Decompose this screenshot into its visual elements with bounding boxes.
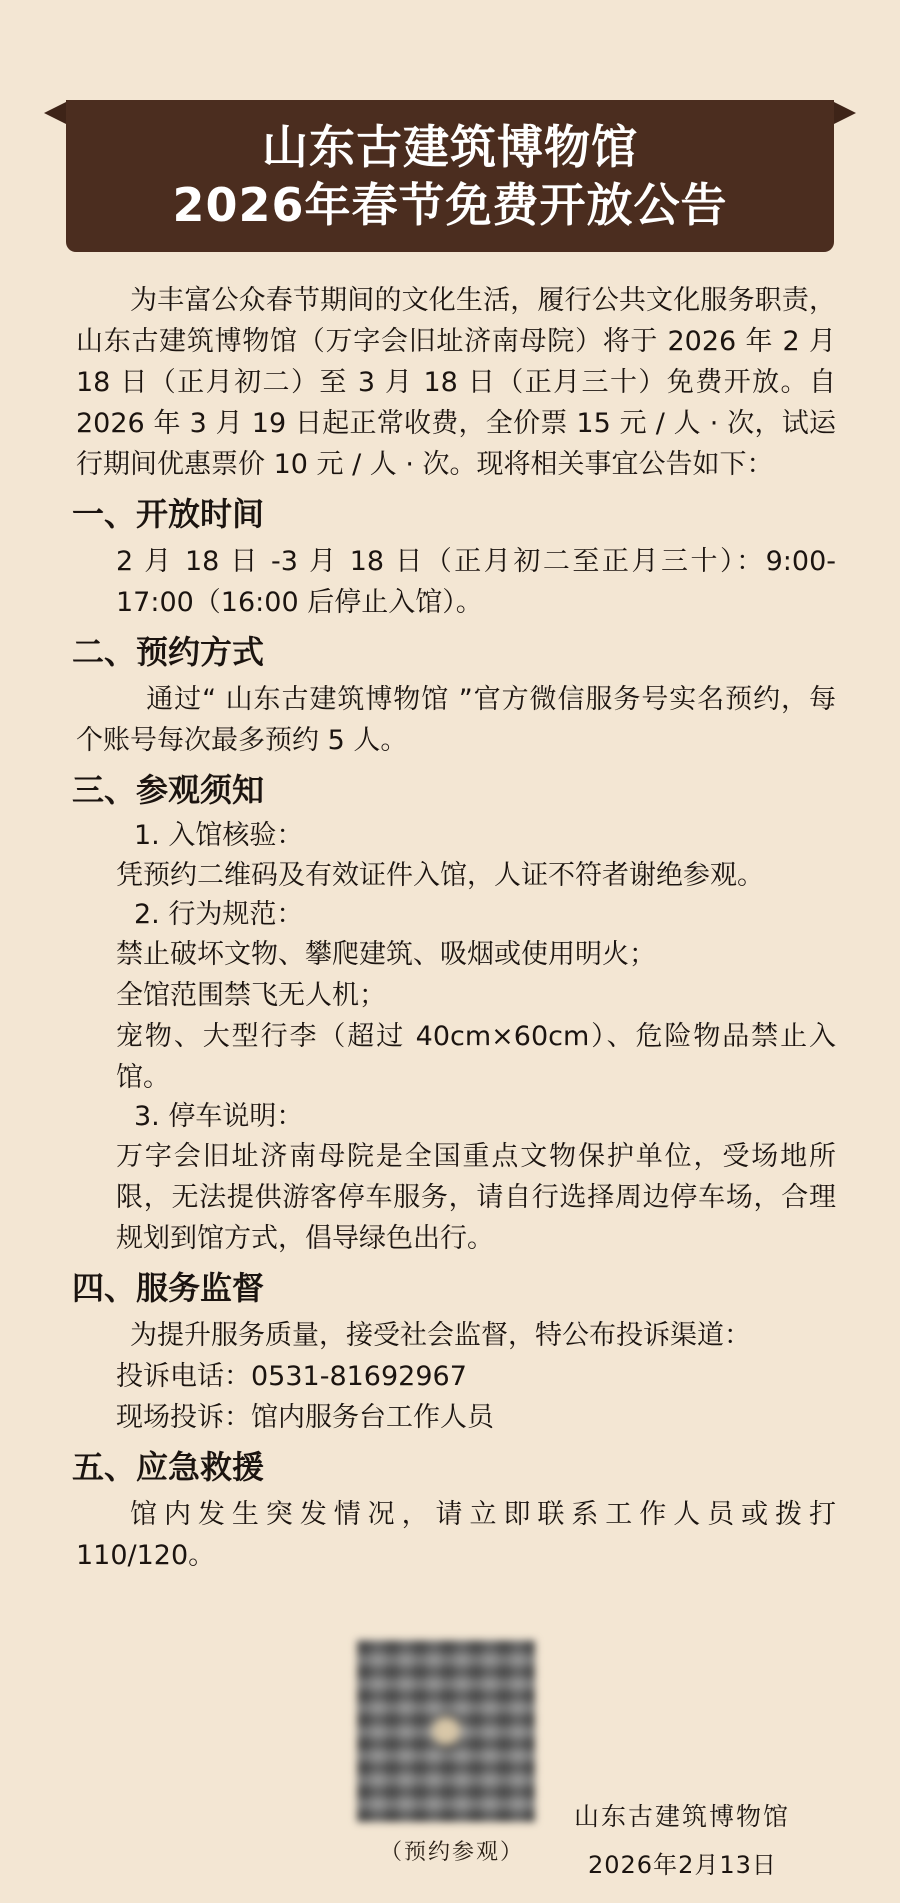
signature-date: 2026年2月13日 bbox=[588, 1851, 777, 1879]
section-3-item-1-label: 1. 入馆核验： bbox=[134, 820, 304, 851]
section-3-item-2-label: 2. 行为规范： bbox=[134, 899, 304, 930]
banner-title-line1: 山东古建筑博物馆 bbox=[262, 120, 638, 174]
section-3-item-2-line-1: 禁止破坏文物、攀爬建筑、吸烟或使用明火； bbox=[116, 939, 656, 970]
section-2-title: 二、预约方式 bbox=[72, 633, 265, 671]
notice-body bbox=[72, 280, 836, 1576]
section-3-item-3-line-1: 万字会旧址济南母院是全国重点文物保护单位，受场地所限，无法提供游客停车服务，请自行选择周边停车场，合理规划到馆方式，倡导绿色出行。 bbox=[116, 1141, 836, 1254]
qr-caption: （预约参观） bbox=[380, 1840, 525, 1865]
section-4-title: 四、服务监督 bbox=[72, 1269, 265, 1307]
qr-code-image[interactable] bbox=[357, 1640, 535, 1822]
section-3-item-2-line-2: 全馆范围禁飞无人机； bbox=[116, 980, 386, 1011]
section-3-item-3-label: 3. 停车说明： bbox=[134, 1101, 304, 1132]
complaint-phone: 投诉电话：0531-81692967 bbox=[116, 1361, 467, 1392]
section-5-title: 五、应急救援 bbox=[72, 1448, 265, 1486]
title-banner bbox=[44, 100, 856, 252]
section-3-title: 三、参观须知 bbox=[72, 771, 265, 809]
section-4-body: 为提升服务质量，接受社会监督，特公布投诉渠道： bbox=[130, 1320, 751, 1351]
intro-paragraph: 为丰富公众春节期间的文化生活，履行公共文化服务职责，山东古建筑博物馆（万字会旧址济南母院）将于 2026 年 2 月 18 日（正月初二）至 3 月 18 日（正月三十）免费开放。自 2026 年 3 月 19 日起正常收费，全价票 15 元 / 人 · 次，试运行期间优惠票价 10 元 / 人 · 次。现将相关事宜公告如下： bbox=[76, 285, 836, 480]
banner-title-line2: 2026年春节免费开放公告 bbox=[172, 178, 728, 232]
section-3-item-2-line-3: 宠物、大型行李（超过 40cm×60cm）、危险物品禁止入馆。 bbox=[116, 1021, 836, 1093]
onsite-complaint: 现场投诉：馆内服务台工作人员 bbox=[116, 1402, 494, 1433]
section-3-item-1-line-1: 凭预约二维码及有效证件入馆，人证不符者谢绝参观。 bbox=[116, 860, 764, 891]
banner-box bbox=[66, 100, 834, 252]
section-5-body: 馆内发生突发情况，请立即联系工作人员或拨打110/120。 bbox=[76, 1499, 836, 1571]
signature-name: 山东古建筑博物馆 bbox=[574, 1802, 791, 1831]
section-1-title: 一、开放时间 bbox=[72, 495, 265, 533]
section-1-body: 2 月 18 日 -3 月 18 日（正月初二至正月三十）：9:00-17:00（16:00 后停止入馆）。 bbox=[116, 546, 836, 618]
section-2-body: 通过“ 山东古建筑博物馆 ”官方微信服务号实名预约，每个账号每次最多预约 5 人。 bbox=[76, 684, 836, 756]
